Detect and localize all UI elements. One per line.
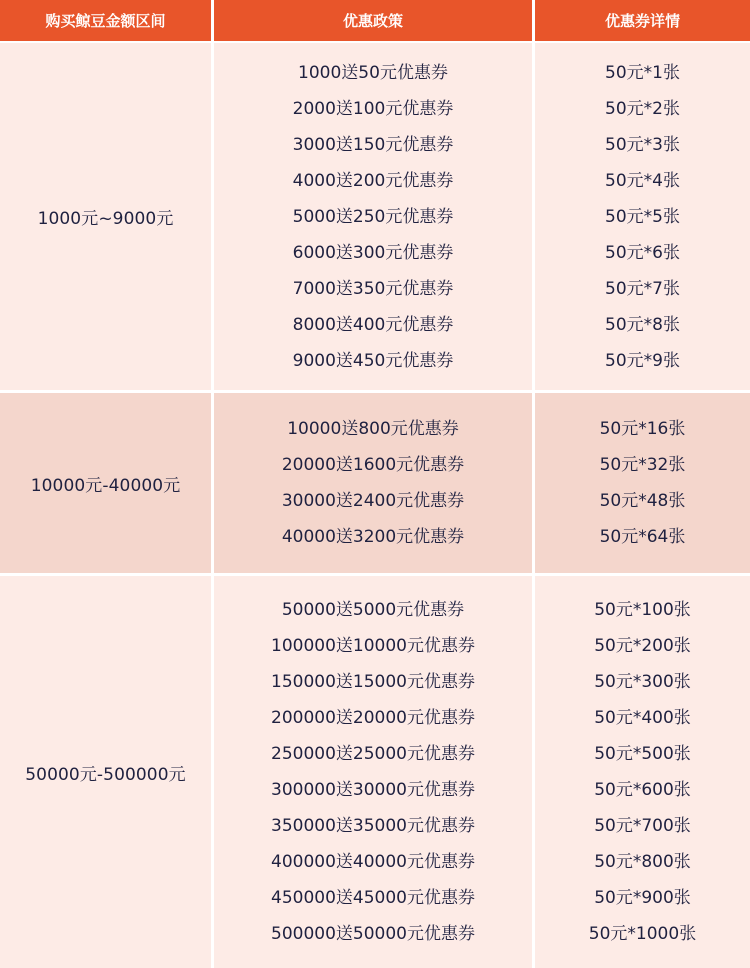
- detail-line: 50元*900张: [594, 888, 691, 908]
- range-label: 1000元~9000元: [37, 209, 174, 229]
- policy-cell: [214, 393, 532, 573]
- range-cell: [0, 393, 211, 573]
- policy-line: 350000送35000元优惠券: [271, 816, 475, 836]
- policy-line: 450000送45000元优惠券: [271, 888, 475, 908]
- detail-line: 50元*32张: [599, 455, 686, 475]
- policy-line: 30000送2400元优惠券: [281, 491, 465, 511]
- policy-line: 4000送200元优惠券: [292, 170, 454, 191]
- detail-line: 50元*100张: [594, 600, 691, 620]
- detail-line: 50元*200张: [594, 636, 691, 656]
- detail-line: 50元*800张: [594, 852, 691, 872]
- detail-line: 50元*8张: [605, 314, 680, 335]
- policy-line: 3000送150元优惠券: [292, 134, 454, 155]
- policy-line: 500000送50000元优惠券: [271, 924, 475, 944]
- header-cell-coupon-details: 优惠券详情: [535, 0, 750, 41]
- policy-line: 150000送15000元优惠券: [271, 672, 475, 692]
- detail-line: 50元*9张: [605, 350, 680, 371]
- header-cell-policy: 优惠政策: [214, 0, 532, 41]
- detail-line: 50元*16张: [599, 419, 686, 439]
- detail-line: 50元*5张: [605, 206, 680, 227]
- detail-line: 50元*400张: [594, 708, 691, 728]
- policy-line: 400000送40000元优惠券: [271, 852, 475, 872]
- detail-line: 50元*2张: [605, 98, 680, 119]
- policy-line: 300000送30000元优惠券: [271, 780, 475, 800]
- header-cell-amount-range: 购买鲸豆金额区间: [0, 0, 211, 41]
- policy-line: 40000送3200元优惠券: [281, 527, 465, 547]
- detail-line: 50元*48张: [599, 491, 686, 511]
- range-cell: [0, 43, 211, 390]
- detail-line: 50元*6张: [605, 242, 680, 263]
- range-label: 10000元-40000元: [30, 475, 181, 496]
- policy-line: 5000送250元优惠券: [292, 206, 454, 227]
- policy-line: 1000送50元优惠券: [298, 62, 448, 83]
- detail-line: 50元*7张: [605, 278, 680, 299]
- policy-line: 8000送400元优惠券: [292, 314, 454, 335]
- detail-line: 50元*500张: [594, 744, 691, 764]
- details-cell: [535, 43, 750, 390]
- policy-line: 10000送800元优惠券: [287, 419, 459, 439]
- details-cell: [535, 393, 750, 573]
- policy-line: 6000送300元优惠券: [292, 242, 454, 263]
- range-label: 50000元-500000元: [25, 764, 186, 785]
- detail-line: 50元*1000张: [588, 924, 697, 944]
- policy-cell: [214, 43, 532, 390]
- policy-line: 250000送25000元优惠券: [271, 744, 475, 764]
- policy-line: 9000送450元优惠券: [292, 350, 454, 371]
- policy-line: 20000送1600元优惠券: [281, 455, 465, 475]
- policy-line: 50000送5000元优惠券: [281, 600, 465, 620]
- detail-line: 50元*600张: [594, 780, 691, 800]
- detail-line: 50元*1张: [605, 62, 680, 83]
- detail-line: 50元*3张: [605, 134, 680, 155]
- details-cell: [535, 576, 750, 968]
- detail-line: 50元*700张: [594, 816, 691, 836]
- detail-line: 50元*300张: [594, 672, 691, 692]
- detail-line: 50元*4张: [605, 170, 680, 191]
- policy-line: 100000送10000元优惠券: [271, 636, 475, 656]
- policy-line: 2000送100元优惠券: [292, 98, 454, 119]
- range-cell: [0, 576, 211, 968]
- policy-cell: [214, 576, 532, 968]
- detail-line: 50元*64张: [599, 527, 686, 547]
- policy-line: 200000送20000元优惠券: [271, 708, 475, 728]
- policy-line: 7000送350元优惠券: [292, 278, 454, 299]
